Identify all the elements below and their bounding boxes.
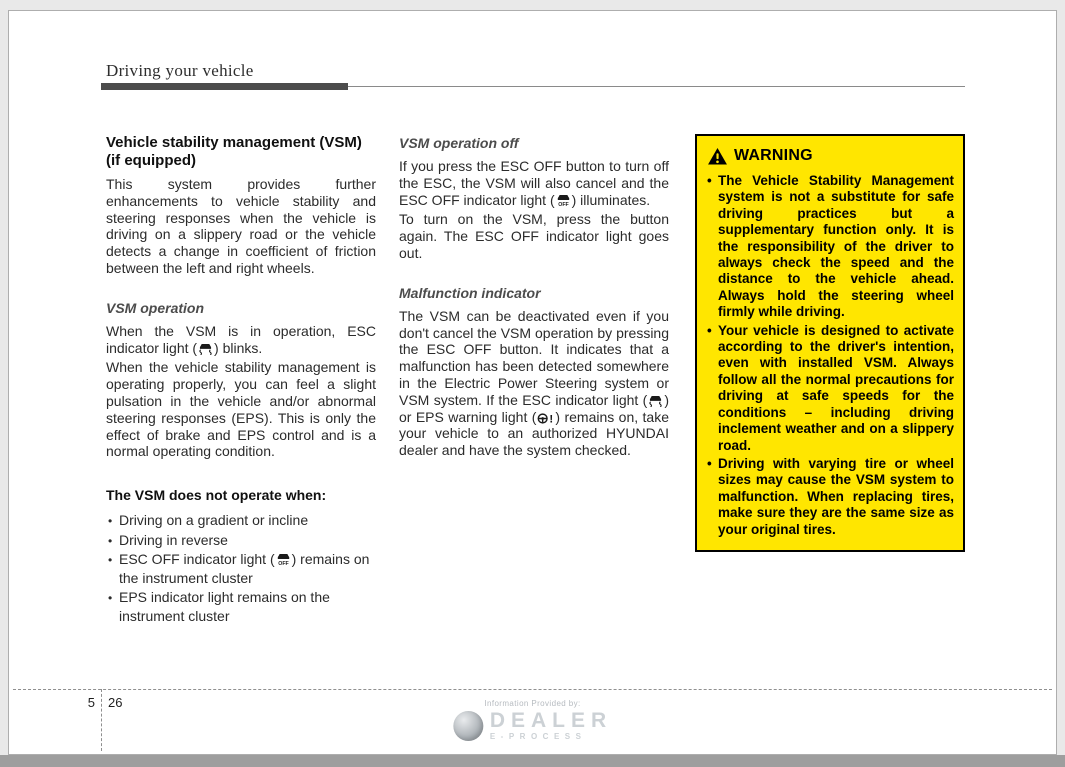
esc-off-indicator-icon [276,554,291,566]
paragraph-vsm-operation [106,323,376,357]
paragraph-vsm-intro: This system provides further enhancements to vehicle stability and steering responses when the vehicle is driving on a slippery road or the vehicle detects a change in coefficient of friction between the left and right wheels. [106,176,376,276]
page-number-divider [101,689,102,751]
page-number-page: 26 [108,695,123,710]
heading-not-operate: The VSM does not operate when: [106,487,327,504]
warning-triangle-icon [708,148,727,165]
header-rule-accent [101,83,348,90]
list-item: • Driving in reverse [106,531,376,550]
page-content [106,134,965,626]
dealer-logo [453,711,612,741]
text-segment: ESC OFF indicator light ( [119,551,275,568]
footer-divider [13,689,1052,690]
eps-warning-icon [537,413,554,424]
logo-subtitle: E-PROCESS [489,732,587,741]
list-item: • Driving on a gradient or incline [106,511,376,530]
paragraph-off-1 [399,158,669,208]
manual-page [8,10,1057,755]
subheading-vsm-operation-off: VSM operation off [399,135,519,151]
warning-item: • The Vehicle Stability Management system is not a substitute for safe driving practices but a supplementary function only. It is the responsibility of the driver to always check the speed and the distance to the vehicle ahead. Always hold the steering wheel firmly while driving. [706,173,954,321]
logo-text [490,711,612,741]
column-1 [106,134,376,626]
subheading-vsm-operation: VSM operation [106,299,205,316]
text-segment: When the VSM is in operation, ESC indicator light ( [106,322,376,356]
warning-box [695,134,965,552]
provided-by-label: Information Provided by: [484,699,581,708]
esc-indicator-icon [648,396,663,407]
page-number-section: 5 [87,695,95,710]
text-segment: ) remains on the instrument cluster [119,551,370,586]
list-item [106,550,376,587]
esc-off-indicator-icon [556,195,571,207]
text-segment: If you press the ESC OFF button to turn off the ESC, the VSM will also cancel and the ESC OFF indicator light ( [399,158,669,208]
warning-item: • Your vehicle is designed to activate according to the driver's intention, even with installed VSM. Always follow all the normal precautions for driving at safe speeds for the conditions – including driving inclement weather and on a slippery road. [706,323,954,454]
text-segment: ) or EPS warning light ( [399,391,669,425]
column-2 [399,134,669,462]
viewer-bottom-bar [0,755,1065,767]
section-heading-vsm: Vehicle stability management (VSM) (if equipped) [106,134,362,169]
text-segment: ) blinks. [214,339,263,356]
warning-header [708,147,954,165]
not-operate-list [106,511,376,625]
paragraph-off-2: To turn on the VSM, press the button again. The ESC OFF indicator light goes out. [399,211,669,261]
logo-wordmark: DEALER [489,709,613,732]
globe-icon [453,711,483,741]
warning-item: • Driving with varying tire or wheel sizes may cause the VSM system to malfunction. When replacing tires, make sure they are the same size as your original tires. [706,456,954,538]
text-segment: ) remains on, take your vehicle to an authorized HYUNDAI dealer and have the system checked. [399,408,669,459]
chapter-title: Driving your vehicle [106,61,254,80]
esc-indicator-icon [198,344,213,355]
text-segment: ) illuminates. [571,191,651,208]
list-item: • EPS indicator light remains on the instrument cluster [106,588,376,625]
paragraph-malfunction [399,308,669,459]
dealer-logo-block [453,699,612,741]
warning-title: WARNING [734,147,813,164]
paragraph-vsm-operation-2: When the vehicle stability management is operating properly, you can feel a slight pulsation in the vehicle and/or abnormal steering responses (EPS). This is only the effect of brake and EPS control and is a normal operating condition. [106,359,376,460]
text-segment: The VSM can be deactivated even if you don't cancel the VSM operation by pressing the ESC OFF button. It indicates that a malfunction has been detected somewhere in the Electric Power Steering system or VSM system. If the ESC indicator light ( [399,307,669,408]
subheading-malfunction: Malfunction indicator [399,284,541,301]
